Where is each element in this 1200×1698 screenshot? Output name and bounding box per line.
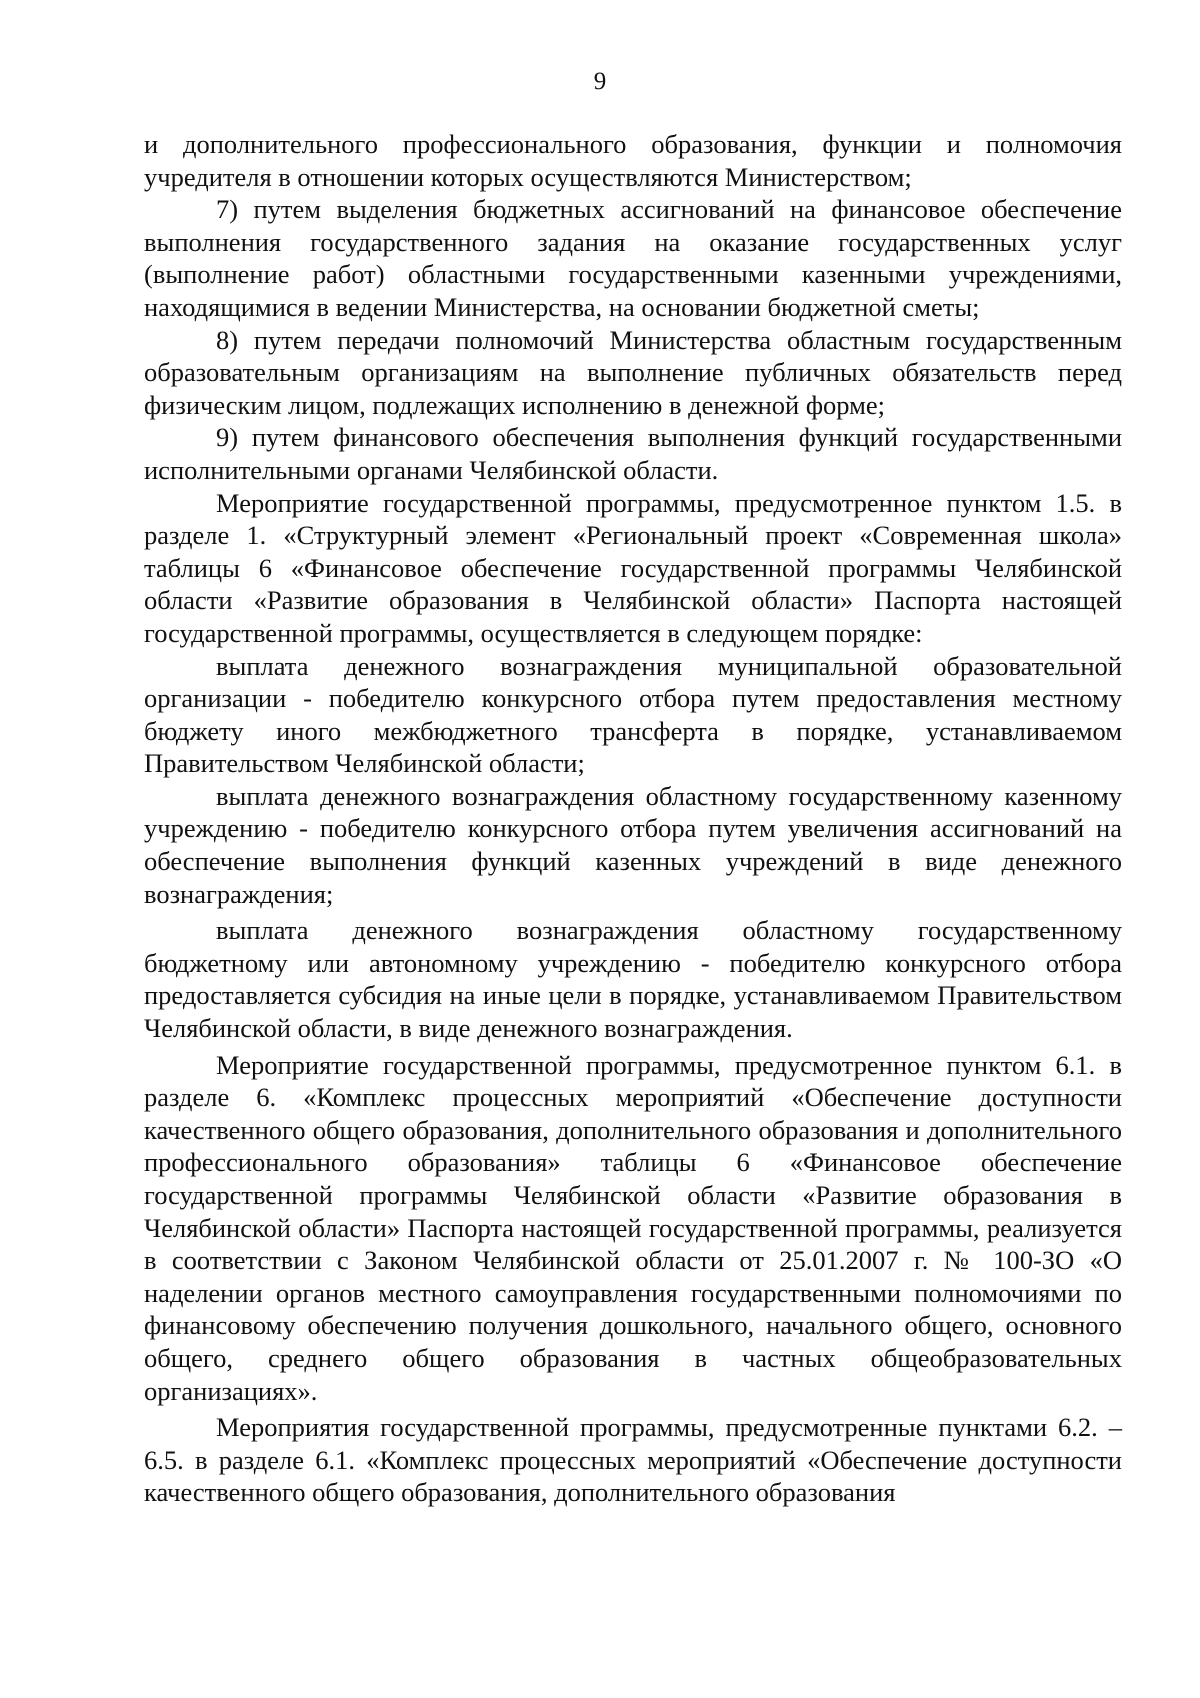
paragraph-measure-1-5: Мероприятие государственной программы, предусмотренное пунктом 1.5. в разделе 1. «Структурный элемент «Региональный проект «Современная школа» таблицы 6 «Финансовое обеспечение государственной программы Челябинской области «Развитие образования в Челябинской области» Паспорта настоящей государственной программы, осуществляется в следующем порядке: [144, 487, 1122, 648]
paragraph-item-9: 9) путем финансового обеспечения выполнения функций государственными исполнительными органами Челябинской области. [144, 422, 1122, 485]
paragraph-payment-municipal: выплата денежного вознаграждения муниципальной образовательной организации - победителю конкурсного отбора путем предоставления местному бюджету иного межбюджетного трансферта в порядке, устанавливаемом Правительством Челябинской области; [144, 650, 1122, 779]
paragraph-payment-state-budgetary: выплата денежного вознаграждения областному государственному бюджетному или автономному учреждению - победителю конкурсного отбора предоставляется субсидия на иные цели в порядке, устанавливаемом Правительством Челябинской области, в виде денежного вознаграждения. [144, 915, 1122, 1044]
paragraph-measures-6-2-6-5: Мероприятия государственной программы, предусмотренные пунктами 6.2. – 6.5. в разделе 6.1. «Комплекс процессных мероприятий «Обеспечение доступности качественного общего образования, дополнительного образования [144, 1412, 1122, 1508]
paragraph-item-8: 8) путем передачи полномочий Министерства областным государственным образовательным организациям на выполнение публичных обязательств перед физическим лицом, подлежащих исполнению в денежной форме; [144, 324, 1122, 420]
document-body [144, 128, 1122, 1509]
paragraph-measure-6-1: Мероприятие государственной программы, предусмотренное пунктом 6.1. в разделе 6. «Комплекс процессных мероприятий «Обеспечение доступности качественного общего образования, дополнительного образования и дополнительного профессионального образования» таблицы 6 «Финансовое обеспечение государственной программы Челябинской области «Развитие образования в Челябинской области» Паспорта настоящей государственной программы, реализуется в соответствии с Законом Челябинской области от 25.01.2007 г. № 100-ЗО «О наделении органов местного самоуправления государственными полномочиями по финансовому обеспечению получения дошкольного, начального общего, основного общего, среднего общего образования в частных общеобразовательных организациях». [144, 1049, 1122, 1406]
paragraph-item-7: 7) путем выделения бюджетных ассигнований на финансовое обеспечение выполнения государственного задания на оказание государственных услуг (выполнение работ) областными государственными казенными учреждениями, находящимися в ведении Министерства, на основании бюджетной сметы; [144, 194, 1122, 322]
paragraph-continuation: и дополнительного профессионального образования, функции и полномочия учредителя в отношении которых осуществляются Министерством; [144, 129, 1122, 192]
page-number: 9 [593, 68, 607, 95]
paragraph-payment-state-treasury: выплата денежного вознаграждения областному государственному казенному учреждению - победителю конкурсного отбора путем увеличения ассигнований на обеспечение выполнения функций казенных учреждений в виде денежного вознаграждения; [144, 780, 1122, 909]
